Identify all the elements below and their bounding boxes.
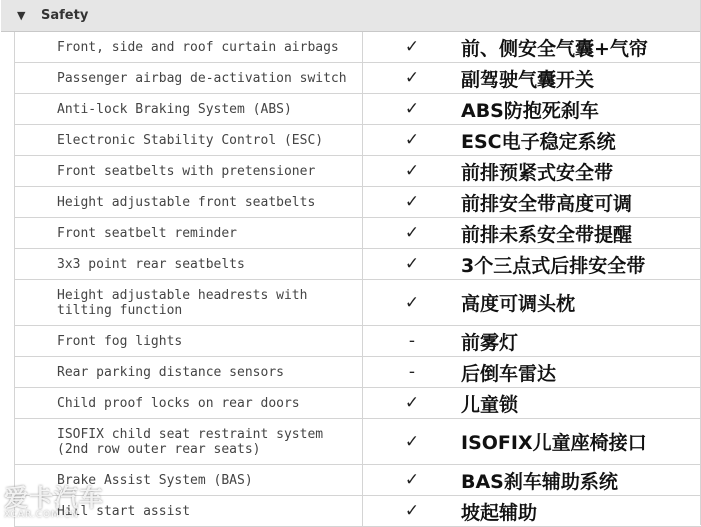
check-icon: ✓ [404,254,420,274]
table-row [15,218,701,249]
feature-name-en: Electronic Stability Control (ESC) [1,125,363,155]
feature-name-cn: 前排安全带高度可调 [461,192,633,215]
safety-spec-table [14,0,701,527]
check-icon: ✓ [404,68,420,88]
feature-name-cn: 前、侧安全气囊+气帘 [461,37,648,60]
not-available-mark: - [408,331,416,351]
check-icon: ✓ [404,223,420,243]
feature-name-en: Rear parking distance sensors [1,357,363,387]
feature-name-cn: 3个三点式后排安全带 [461,254,646,277]
feature-name-cn: 前排未系安全带提醒 [461,223,633,246]
table-row [15,32,701,63]
check-icon: ✓ [404,501,420,521]
section-title: Safety [41,8,89,23]
feature-name-en: Brake Assist System (BAS) [1,465,363,495]
check-icon: ✓ [404,37,420,57]
feature-name-en: Height adjustable headrests with tilting function [1,280,363,325]
feature-name-cn: ESC电子稳定系统 [461,130,616,153]
feature-name-en: Front, side and roof curtain airbags [1,32,363,62]
section-header-safety[interactable] [1,0,701,32]
feature-name-cn: BAS刹车辅助系统 [461,470,618,493]
table-row [15,326,701,357]
feature-name-en: ISOFIX child seat restraint system (2nd row outer rear seats) [1,419,363,464]
watermark-sub: XCAR.COM.CN [4,510,79,520]
table-row [15,156,701,187]
feature-name-cn: 坡起辅助 [461,501,538,524]
table-row [15,496,701,527]
check-icon: ✓ [404,292,420,313]
check-icon: ✓ [404,192,420,212]
table-row [15,187,701,218]
not-available-mark: - [408,362,416,382]
feature-name-cn: 副驾驶气囊开关 [461,68,595,91]
table-row [15,357,701,388]
table-row [15,419,701,465]
check-icon: ✓ [404,393,420,413]
feature-name-en: Anti-lock Braking System (ABS) [1,94,363,124]
check-icon: ✓ [404,431,420,452]
table-row [15,249,701,280]
check-icon: ✓ [404,161,420,181]
feature-name-en: Front fog lights [1,326,363,356]
check-icon: ✓ [404,99,420,119]
feature-name-cn: 儿童锁 [461,393,519,416]
table-row [15,63,701,94]
feature-name-cn: 前雾灯 [461,331,519,354]
triangle-down-icon[interactable]: ▼ [17,9,26,22]
feature-name-cn: 前排预紧式安全带 [461,161,614,184]
table-row [15,125,701,156]
feature-name-en: Passenger airbag de-activation switch [1,63,363,93]
feature-name-en: Front seatbelt reminder [1,218,363,248]
feature-name-en: Height adjustable front seatbelts [1,187,363,217]
feature-name-cn: ABS防抱死刹车 [461,99,599,122]
feature-name-en: Child proof locks on rear doors [1,388,363,418]
feature-name-en: Hill start assist [1,496,363,526]
feature-name-cn: ISOFIX儿童座椅接口 [461,432,647,454]
check-icon: ✓ [404,470,420,490]
table-row [15,388,701,419]
watermark-main: 爱卡汽车 [4,484,104,512]
feature-name-en: 3x3 point rear seatbelts [1,249,363,279]
feature-name-en: Front seatbelts with pretensioner [1,156,363,186]
table-row [15,94,701,125]
table-row [15,465,701,496]
table-row [15,280,701,326]
feature-name-cn: 高度可调头枕 [461,293,576,315]
spec-rows [15,32,701,527]
check-icon: ✓ [404,130,420,150]
feature-name-cn: 后倒车雷达 [461,362,557,385]
